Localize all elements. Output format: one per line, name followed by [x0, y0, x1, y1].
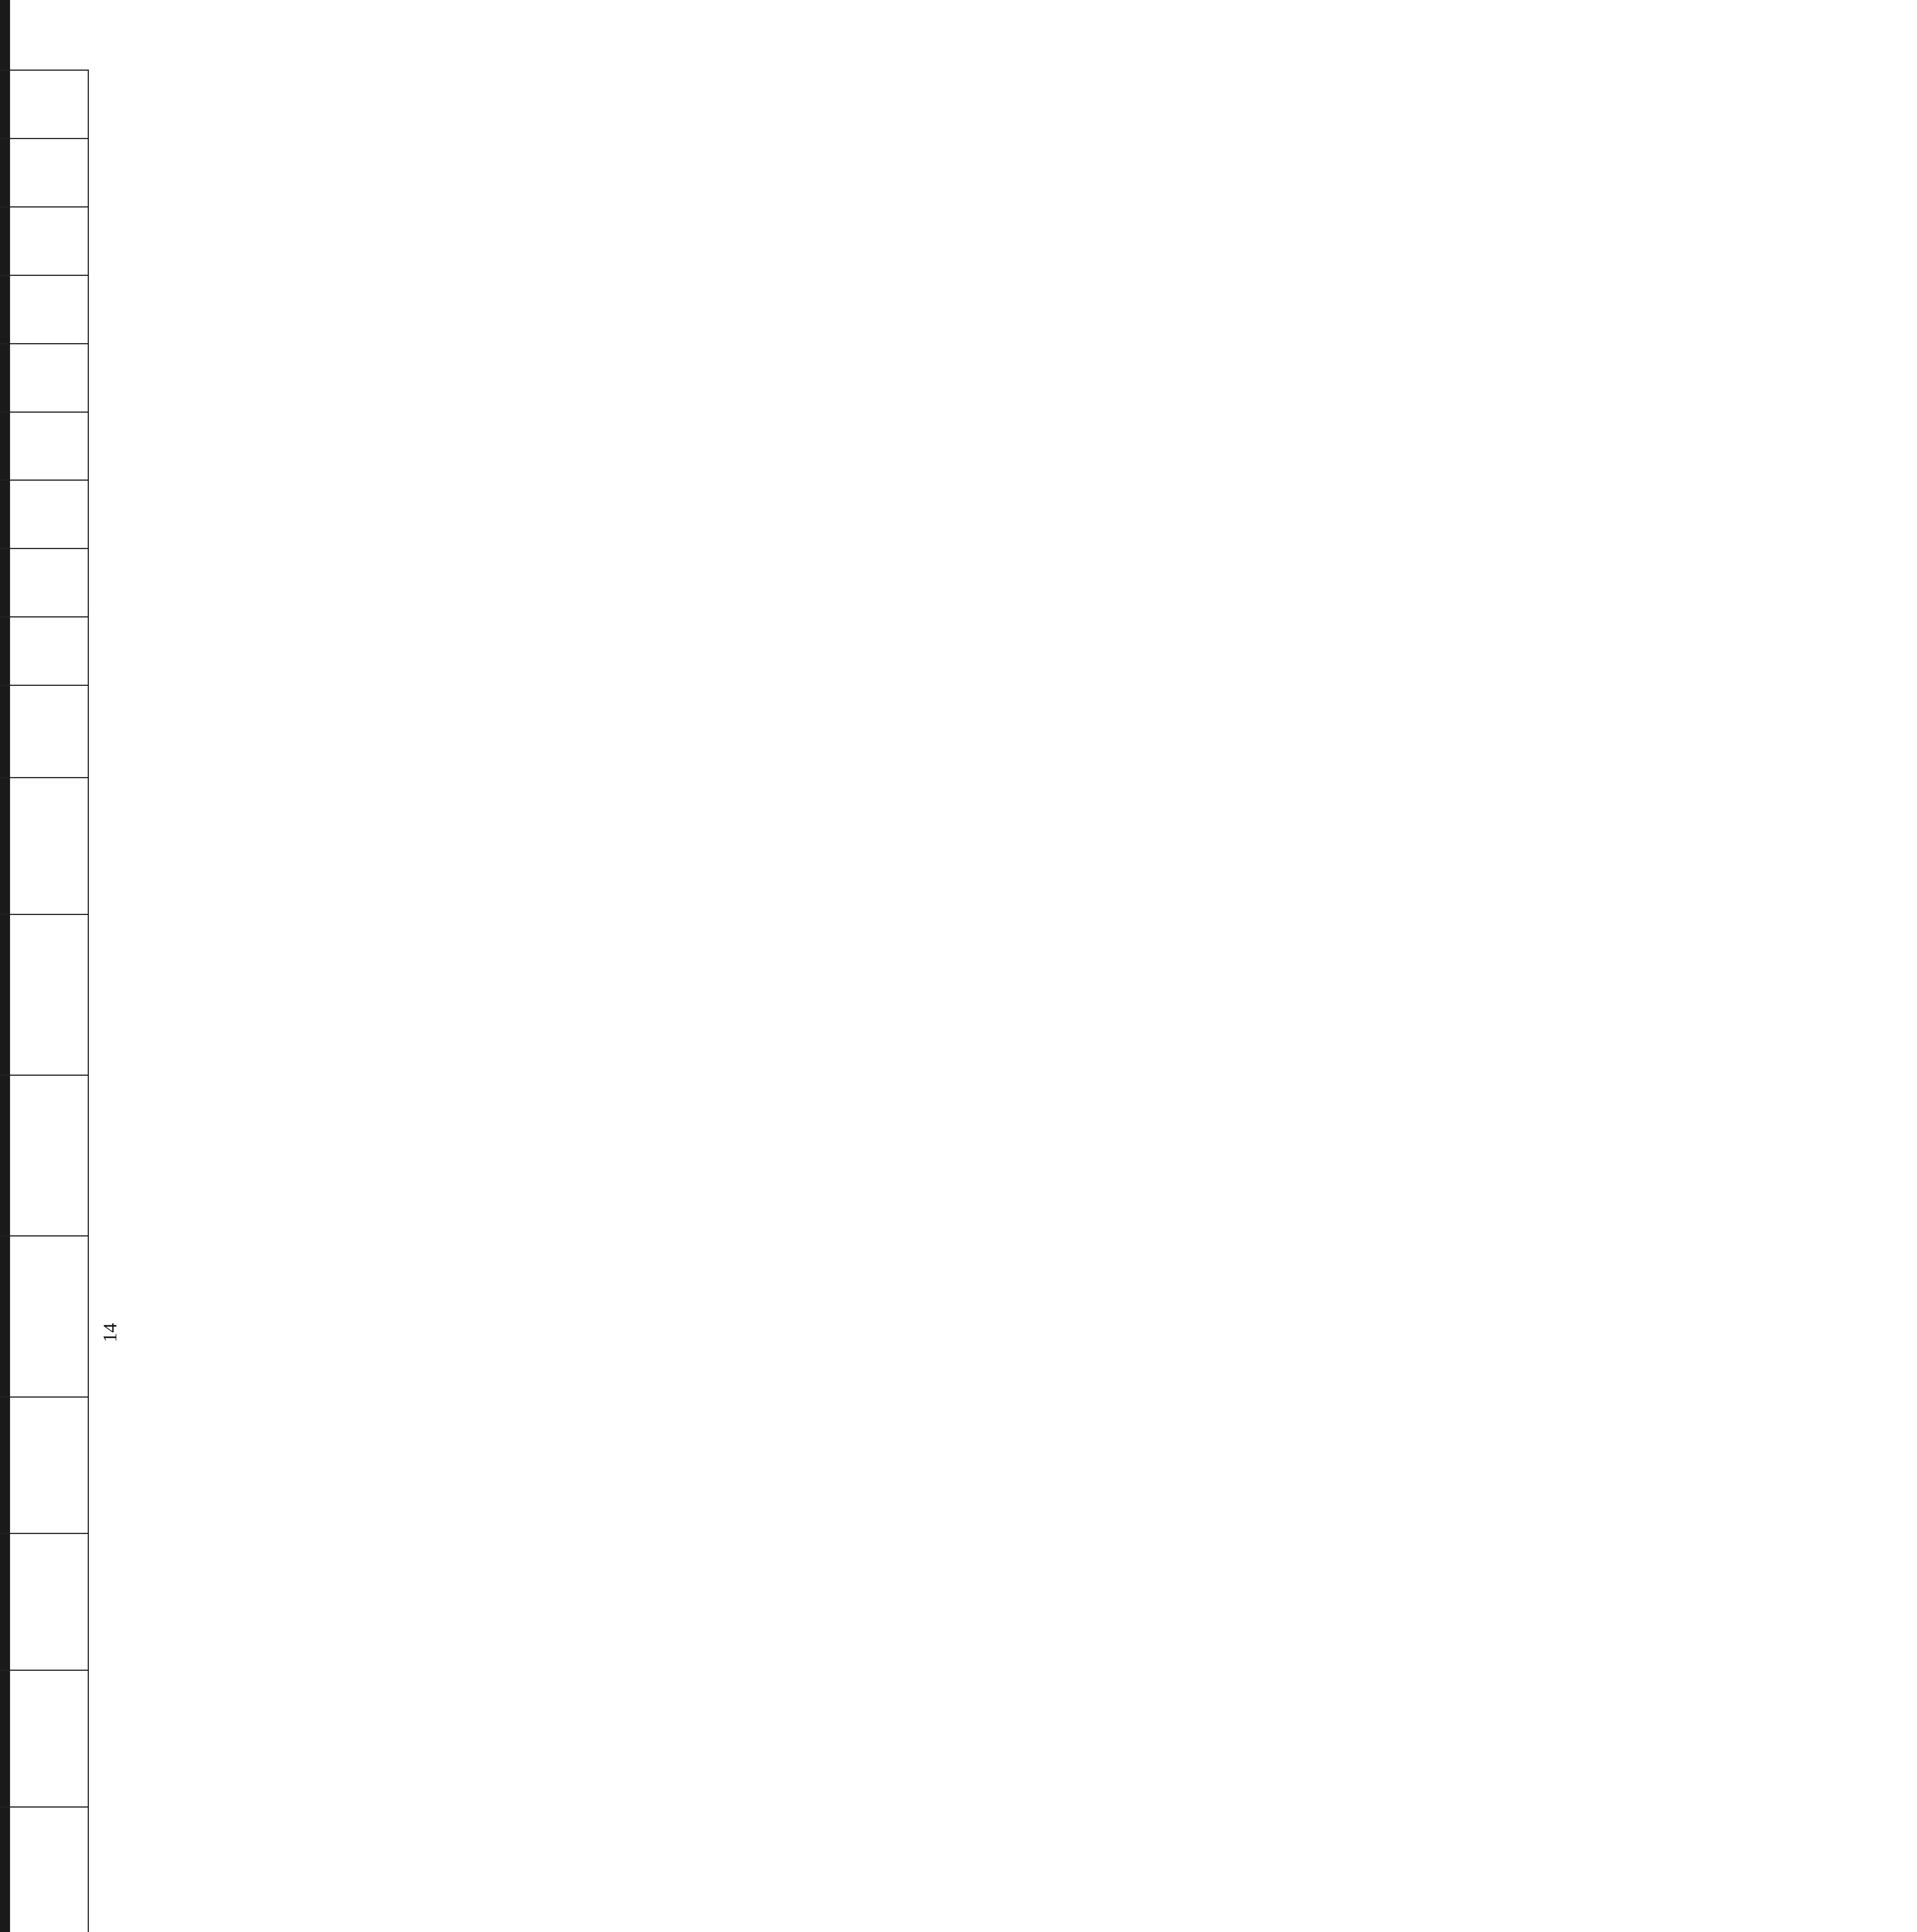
indicator-unit: [0, 617, 88, 685]
amount-2019: [0, 915, 88, 1075]
amount-2020: [0, 778, 88, 915]
indicator-value: [0, 207, 88, 275]
amount-2017: [0, 1236, 88, 1397]
indicator-value: [0, 275, 88, 344]
indicator-value: [0, 412, 88, 480]
amount-total: [0, 1807, 88, 1932]
amount-2016: [0, 1397, 88, 1534]
indicator-value: [0, 344, 88, 412]
indicator-text: [0, 685, 88, 778]
indicator-value: [0, 549, 88, 617]
page-number: 14: [99, 1323, 121, 1342]
amount-2015: [0, 1534, 88, 1670]
indicator-value: [0, 139, 88, 207]
indicator-value: [0, 70, 88, 139]
amount-2018: [0, 1075, 88, 1236]
table-row: [0, 70, 88, 1932]
amount-2014: [0, 1670, 88, 1807]
indicator-value: [0, 480, 88, 549]
program-table: [0, 70, 89, 1932]
rotated-sheet: [0, 70, 89, 1932]
